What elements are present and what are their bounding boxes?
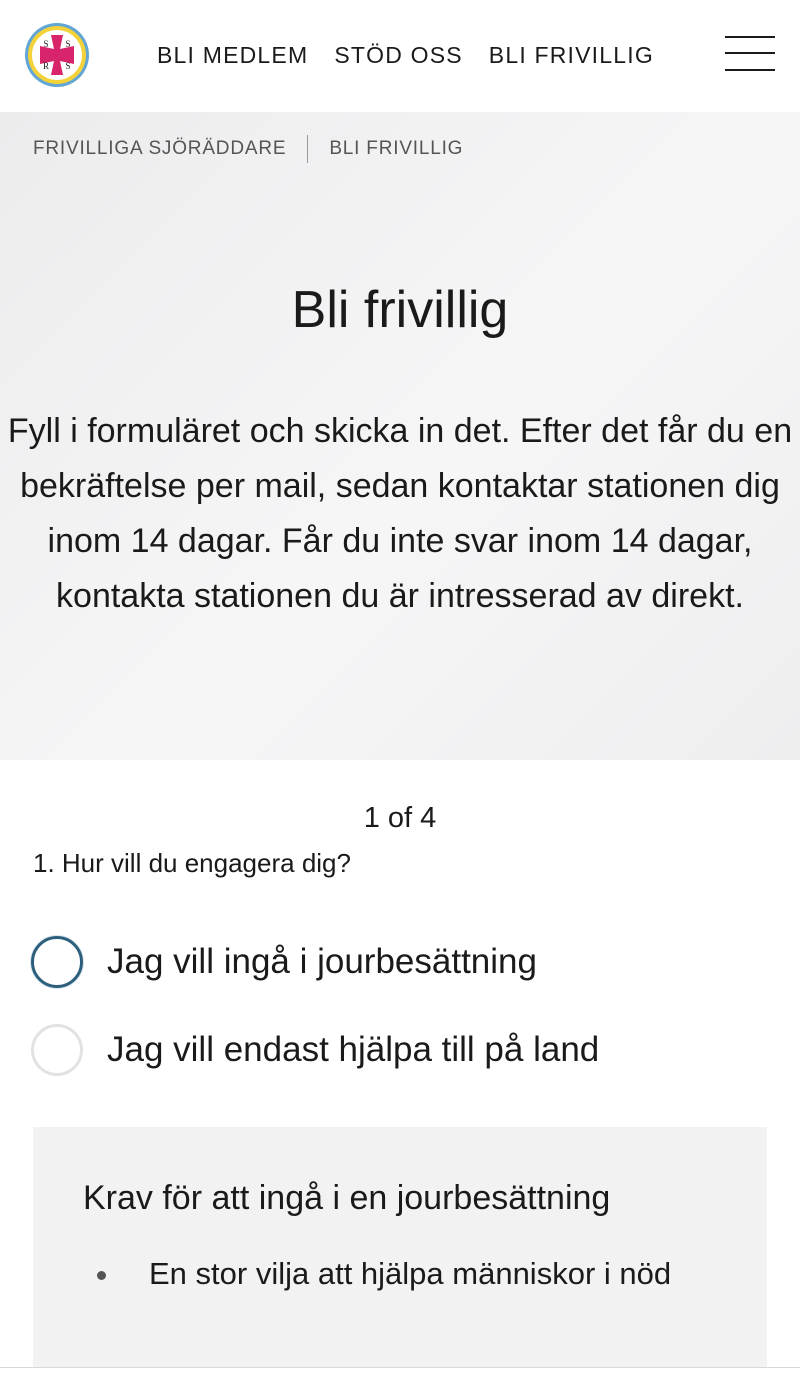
nav-stod-oss[interactable]: STÖD OSS xyxy=(334,41,463,68)
radio-land[interactable] xyxy=(31,1024,83,1076)
nav-bli-frivillig[interactable]: BLI FRIVILLIG xyxy=(488,41,654,68)
requirements-box xyxy=(33,1127,767,1367)
logo-letter-br: S xyxy=(65,61,71,71)
divider xyxy=(0,1367,800,1368)
option-jourbesattning[interactable] xyxy=(31,934,537,990)
logo-letter-tl: S xyxy=(43,39,49,49)
requirements-list xyxy=(97,1245,697,1303)
main-nav xyxy=(157,38,654,72)
option-label: Jag vill endast hjälpa till på land xyxy=(107,1030,600,1069)
breadcrumb-separator xyxy=(307,135,308,163)
site-header xyxy=(0,0,800,112)
requirement-text: En stor vilja att hjälpa människor i nöd xyxy=(149,1256,672,1291)
form-question: 1. Hur vill du engagera dig? xyxy=(33,848,351,878)
logo-letter-tr: S xyxy=(65,39,71,49)
requirement-item xyxy=(97,1245,697,1303)
breadcrumb-item-current: BLI FRIVILLIG xyxy=(329,138,464,159)
breadcrumb xyxy=(33,134,463,164)
bullet-icon xyxy=(97,1271,106,1280)
radio-jourbesattning[interactable] xyxy=(31,936,83,988)
form-step-indicator: 1 of 4 xyxy=(363,802,437,834)
hamburger-menu-icon[interactable] xyxy=(725,34,777,74)
logo-letter-bl: R xyxy=(42,61,50,71)
option-land[interactable] xyxy=(31,1022,599,1078)
option-label: Jag vill ingå i jourbesättning xyxy=(107,942,537,981)
requirements-title: Krav för att ingå i en jourbesättning xyxy=(83,1179,611,1217)
hero-description: Fyll i formuläret och skicka in det. Efter det får du en bekräftelse per mail, sedan kontaktar stationen dig inom 14 dagar. Får du inte svar inom 14 dagar, kontakta stationen du är intresserad av direkt. xyxy=(7,412,793,615)
nav-bli-medlem[interactable]: BLI MEDLEM xyxy=(157,41,309,68)
page-title: Bli frivillig xyxy=(291,281,509,339)
ssrs-logo[interactable] xyxy=(24,22,90,88)
breadcrumb-item-frivilliga[interactable]: FRIVILLIGA SJÖRÄDDARE xyxy=(33,138,287,159)
